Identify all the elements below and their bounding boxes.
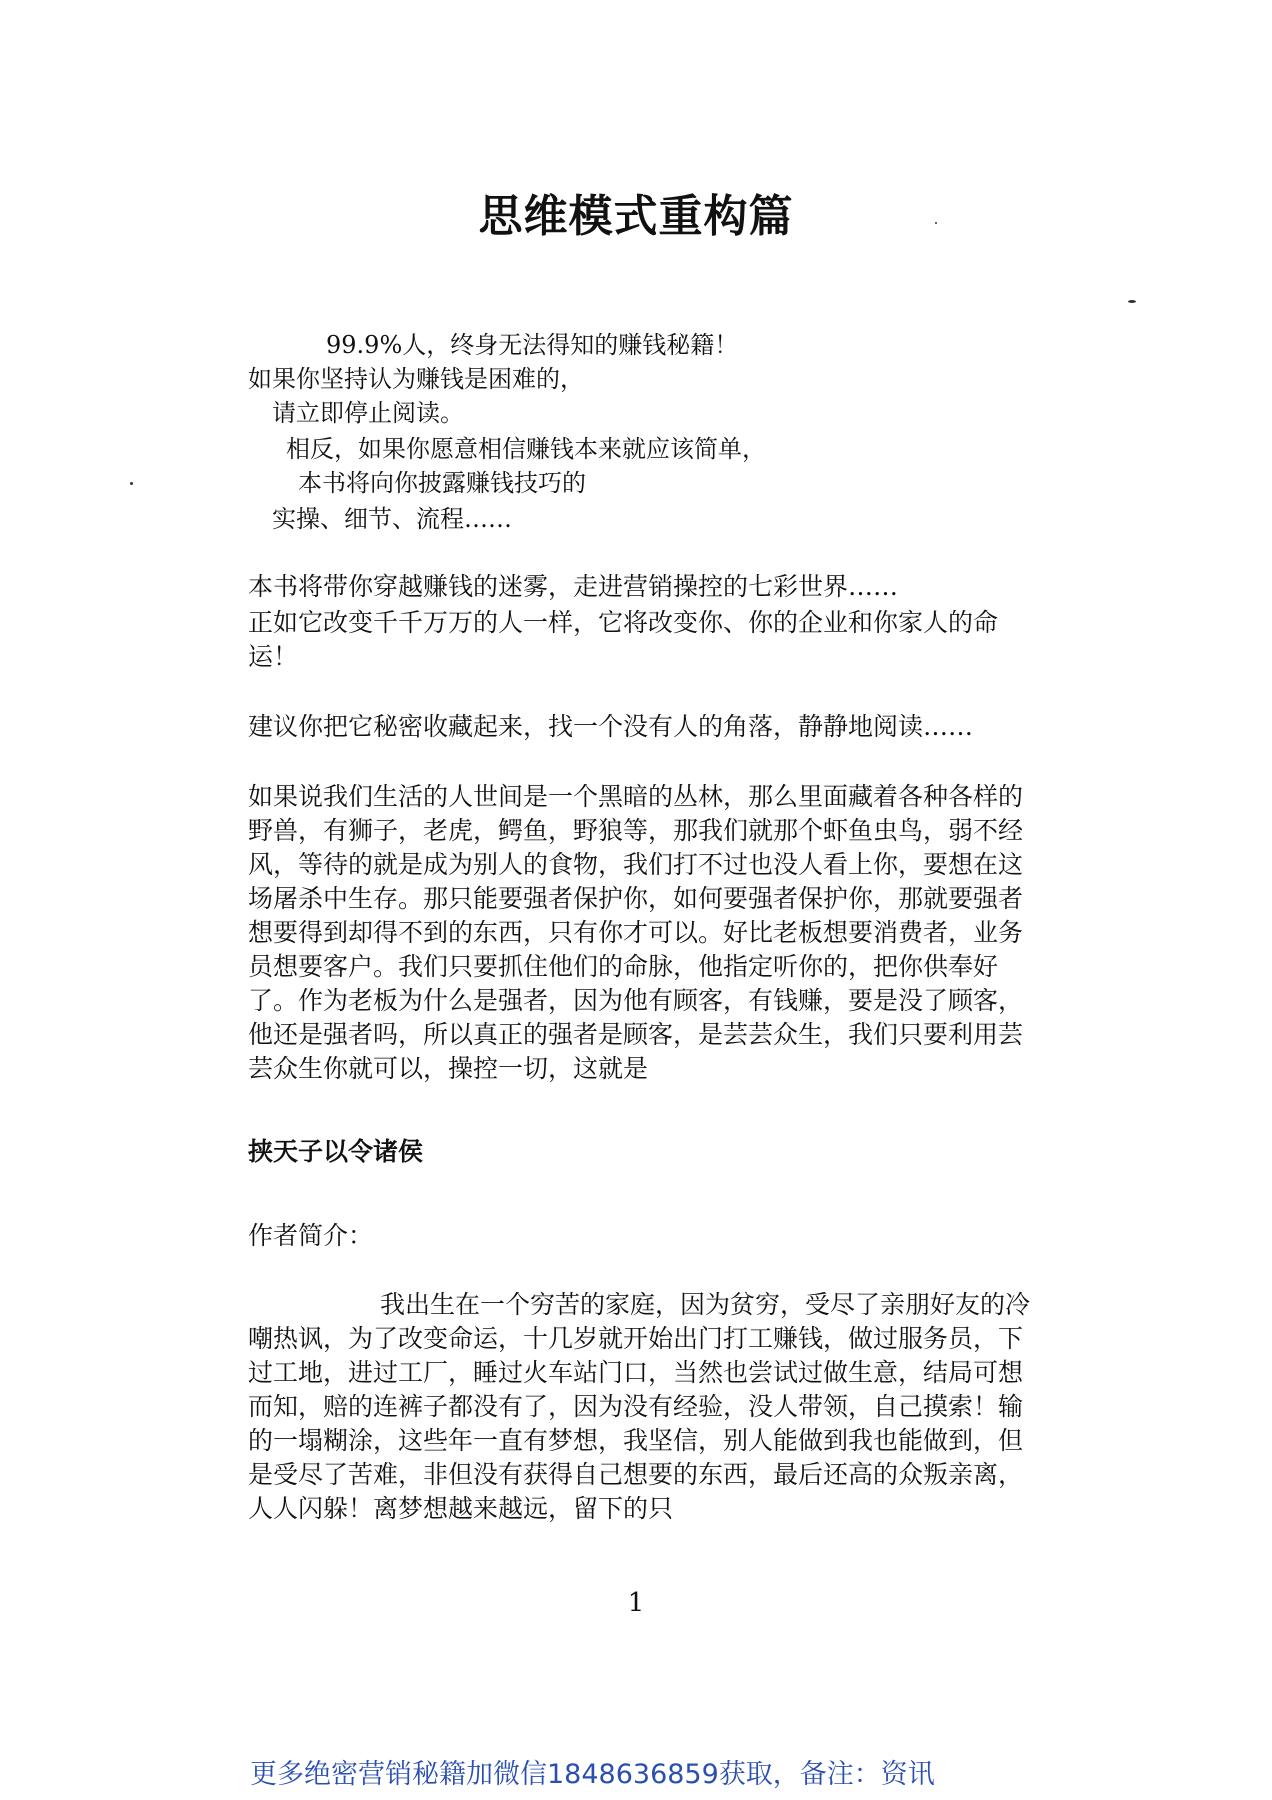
author-paragraph — [248, 1288, 1038, 1526]
scan-speck — [1128, 300, 1136, 303]
paragraph-2-text: 正如它改变千千万万的人一样，它将改变你、你的企业和你家人的命运！ — [248, 608, 999, 671]
paragraph-1-text: 本书将带你穿越赚钱的迷雾，走进营销操控的七彩世界…… — [248, 572, 899, 601]
intro-line-5: 本书将向你披露赚钱技巧的 — [298, 469, 586, 497]
bold-heading: 挟天子以令诸侯 — [248, 1137, 424, 1166]
intro-line-3: 请立即停止阅读。 — [272, 399, 464, 427]
page-title: 思维模式重构篇 — [478, 191, 794, 242]
paragraph-1 — [248, 570, 1038, 604]
paragraph-3-text: 建议你把它秘密收藏起来，找一个没有人的角落，静静地阅读…… — [248, 712, 974, 741]
author-label: 作者简介： — [248, 1221, 374, 1250]
paragraph-4-text: 如果说我们生活的人世间是一个黑暗的丛林，那么里面藏着各种各样的野兽，有狮子，老虎，鳄鱼，野狼等，那我们就那个虾鱼虫鸟，弱不经风，等待的就是成为别人的食物，我们打不过也没人看上你，要想在这场屠杀中生存。那只能要强者保护你，如何要强者保护你，那就要强者想要得到却得不到的东西，只有你才可以。好比老板想要消费者，业务员想要客户。我们只要抓住他们的命脉，他指定听你的，把你供奉好了。作为老板为什么是强者，因为他有顾客，有钱赚，要是没了顾客，他还是强者吗，所以真正的强者是顾客，是芸芸众生，我们只要利用芸芸众生你就可以，操控一切，这就是 — [248, 782, 1024, 1083]
intro-line-1: 99.9%人，终身无法得知的赚钱秘籍！ — [326, 331, 739, 359]
footer-promo-link[interactable]: 更多绝密营销秘籍加微信1848636859获取，备注：资讯 — [250, 1759, 935, 1790]
scan-speck — [935, 222, 937, 224]
paragraph-2 — [248, 606, 1038, 674]
paragraph-3 — [248, 710, 1038, 744]
intro-line-2: 如果你坚持认为赚钱是困难的， — [248, 365, 584, 393]
page-number: 1 — [627, 1588, 645, 1618]
intro-line-6: 实操、细节、流程…… — [272, 505, 512, 533]
scan-speck — [130, 482, 133, 485]
author-paragraph-text: 我出生在一个穷苦的家庭，因为贫穷，受尽了亲朋好友的冷嘲热讽，为了改变命运，十几岁就开始出门打工赚钱，做过服务员，下过工地，进过工厂，睡过火车站门口，当然也尝试过做生意，结局可想而知，赔的连裤子都没有了，因为没有经验，没人带领，自己摸索！输的一塌糊涂，这些年一直有梦想，我坚信，别人能做到我也能做到，但是受尽了苦难，非但没有获得自己想要的东西，最后还高的众叛亲离，人人闪躲！离梦想越来越远，留下的只 — [248, 1290, 1031, 1523]
intro-line-4: 相反，如果你愿意相信赚钱本来就应该简单， — [286, 435, 766, 463]
paragraph-4 — [248, 780, 1038, 1086]
